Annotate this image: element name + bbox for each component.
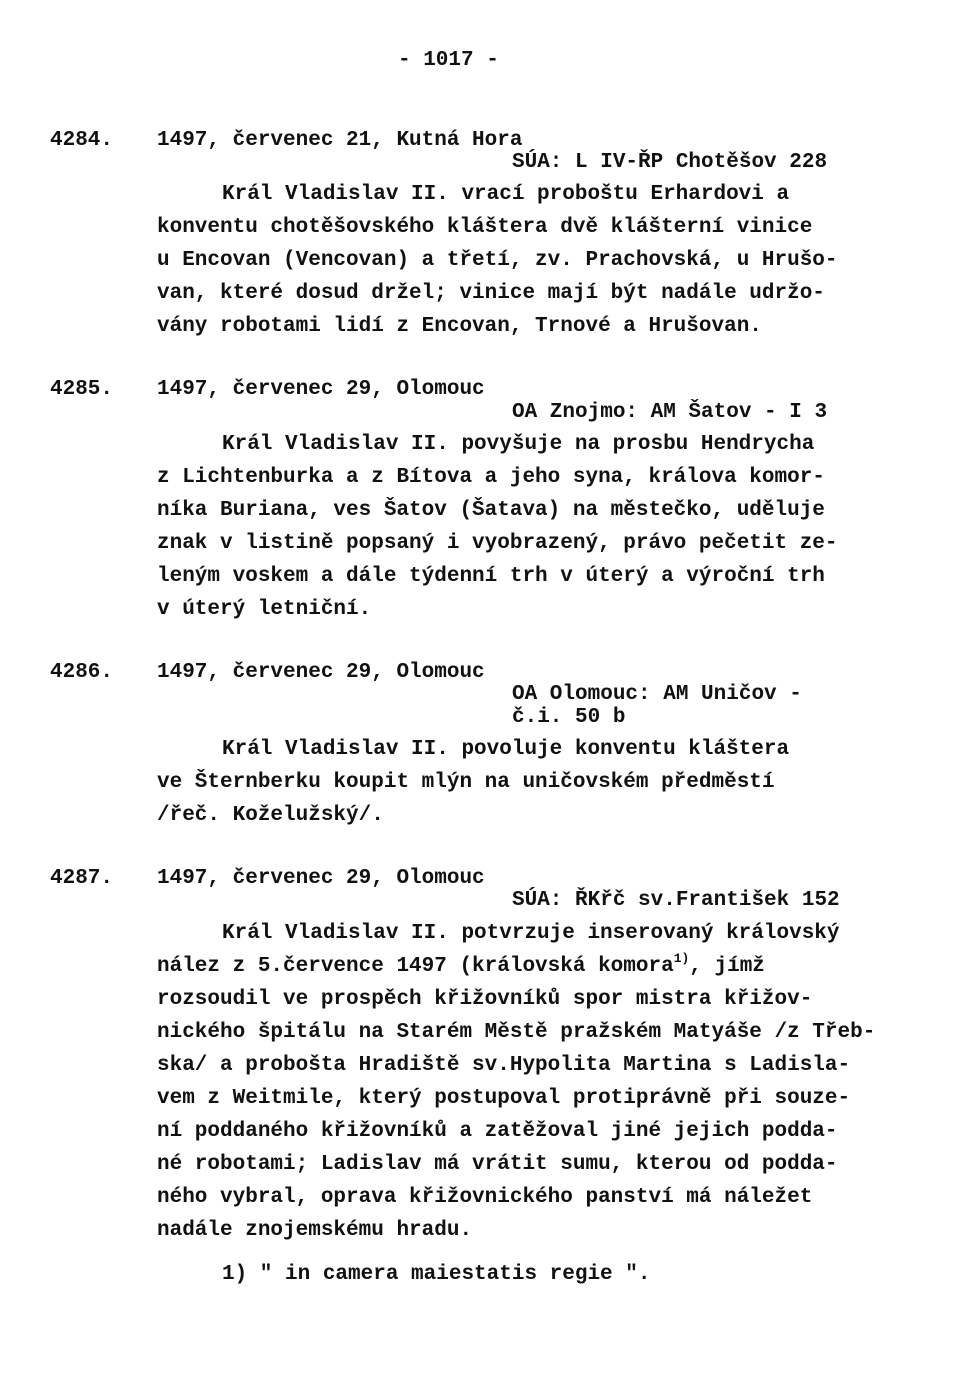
page-number: - 1017 - bbox=[398, 49, 499, 72]
entry-text-line: Král Vladislav II. povyšuje na prosbu Hendrycha bbox=[222, 433, 815, 456]
entry-source: SÚA: ŘKřč sv.František 152 bbox=[512, 889, 840, 912]
entry-text-line: leným voskem a dále týdenní trh v úterý a výroční trh bbox=[157, 565, 825, 588]
entry-text-line: Král Vladislav II. vrací proboštu Erhardovi a bbox=[222, 183, 790, 206]
entry-text-line: né robotami; Ladislav má vrátit sumu, kterou od podda- bbox=[157, 1153, 838, 1176]
entry-text-line: Král Vladislav II. povoluje konventu kláštera bbox=[222, 738, 790, 761]
entry-text-line: nického špitálu na Starém Městě pražském Matyáše /z Třeb- bbox=[157, 1021, 876, 1044]
footnote-marker: 1) bbox=[673, 951, 690, 966]
entry-source: OA Znojmo: AM Šatov - I 3 bbox=[512, 401, 828, 424]
entry-text-line: ného vybral, oprava křižovnického panství má náležet bbox=[157, 1186, 813, 1209]
entry-source: SÚA: L IV-ŘP Chotěšov 228 bbox=[512, 151, 828, 174]
entry-text-line: z Lichtenburka a z Bítova a jeho syna, králova komor- bbox=[157, 466, 825, 489]
entry-date: 1497, červenec 29, Olomouc bbox=[157, 661, 485, 684]
entry-text-line: nadále znojemskému hradu. bbox=[157, 1219, 473, 1242]
entry-date: 1497, červenec 29, Olomouc bbox=[157, 378, 485, 401]
entry-number: 4284. bbox=[50, 129, 114, 152]
entry-text-line: vem z Weitmile, který postupoval protiprávně při souze- bbox=[157, 1087, 851, 1110]
entry-text-fragment: nález z 5.července 1497 (královská komora bbox=[157, 955, 674, 978]
entry-text-line: u Encovan (Vencovan) a třetí, zv. Prachovská, u Hrušo- bbox=[157, 249, 838, 272]
entry-text-line: v úterý letniční. bbox=[157, 598, 372, 621]
entry-text-line: van, které dosud držel; vinice mají být nadále udržo- bbox=[157, 282, 825, 305]
entry-text-line: Král Vladislav II. potvrzuje inserovaný královský bbox=[222, 922, 840, 945]
entry-date: 1497, červenec 29, Olomouc bbox=[157, 867, 485, 890]
entry-text-line: vány robotami lidí z Encovan, Trnové a Hrušovan. bbox=[157, 315, 762, 338]
footnote: 1) " in camera maiestatis regie ". bbox=[222, 1263, 651, 1286]
entry-text-line bbox=[157, 951, 765, 980]
entry-source: OA Olomouc: AM Uničov - bbox=[512, 683, 802, 706]
entry-text-line: níka Buriana, ves Šatov (Šatava) na městečko, uděluje bbox=[157, 499, 825, 522]
entry-number: 4285. bbox=[50, 378, 114, 401]
entry-text-line: ska/ a probošta Hradiště sv.Hypolita Martina s Ladisla- bbox=[157, 1054, 851, 1077]
entry-number: 4286. bbox=[50, 661, 114, 684]
entry-date: 1497, červenec 21, Kutná Hora bbox=[157, 129, 523, 152]
entry-text-fragment: , jímž bbox=[689, 955, 765, 978]
entry-text-line: znak v listině popsaný i vyobrazený, právo pečetit ze- bbox=[157, 532, 838, 555]
entry-text-line: konventu chotěšovského kláštera dvě klášterní vinice bbox=[157, 216, 813, 239]
entry-text-line: rozsoudil ve prospěch křižovníků spor mistra křižov- bbox=[157, 988, 813, 1011]
entry-text-line: /řeč. Koželužský/. bbox=[157, 804, 384, 827]
entry-number: 4287. bbox=[50, 867, 114, 890]
entry-text-line: ní poddaného křižovníků a zatěžoval jiné jejich podda- bbox=[157, 1120, 838, 1143]
entry-text-line: ve Šternberku koupit mlýn na uničovském předměstí bbox=[157, 771, 775, 794]
entry-source: č.i. 50 b bbox=[512, 706, 626, 729]
